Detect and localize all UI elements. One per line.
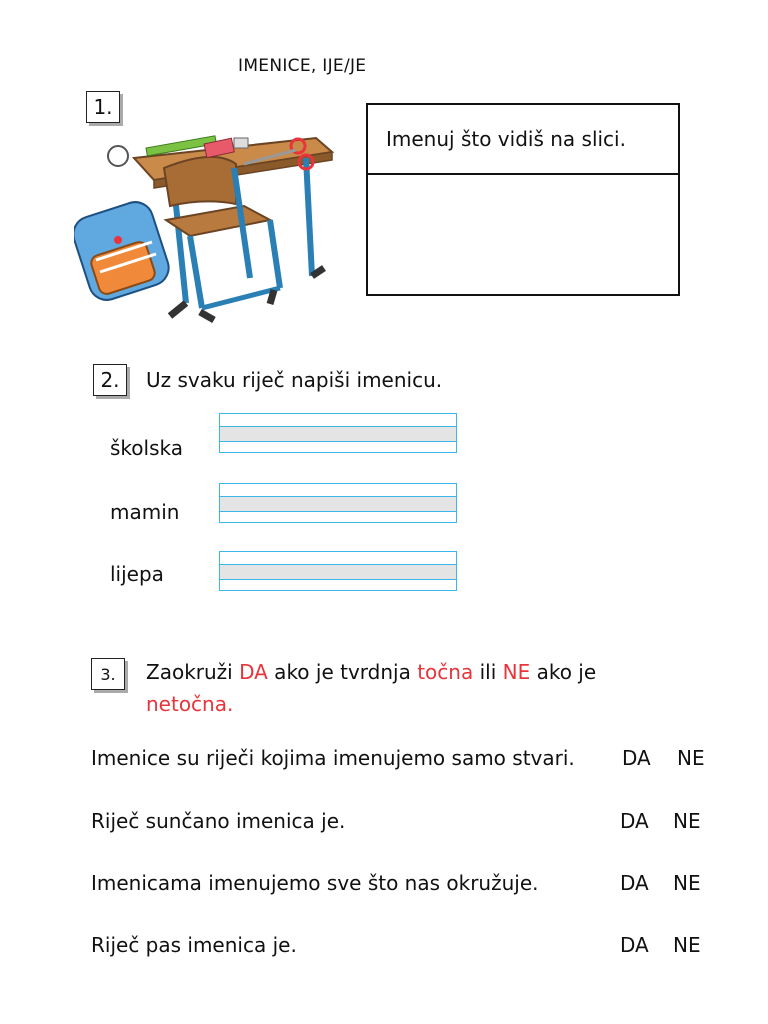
instruction-text: ili [473,660,503,684]
writing-line[interactable] [219,551,457,591]
da-highlight: DA [239,660,268,684]
writing-line[interactable] [219,413,457,453]
da-option[interactable]: DA [622,746,651,770]
statement-text: Riječ pas imenica je. [91,933,297,957]
ne-option[interactable]: NE [673,933,701,957]
tocna-highlight: točna [417,660,474,684]
task2-instruction: Uz svaku riječ napiši imenicu. [146,368,443,392]
instruction-text: ako je tvrdnja [267,660,418,684]
ne-option[interactable]: NE [677,746,705,770]
answer-box[interactable] [366,103,680,296]
statement-text: Riječ sunčano imenica je. [91,809,346,833]
ne-highlight: NE [502,660,531,684]
page-title: IMENICE, IJE/JE [238,56,367,76]
ne-option[interactable]: NE [673,809,701,833]
statement-text: Imenice su riječi kojima imenujemo samo stvari. [91,746,575,770]
instruction-text: ako je [530,660,597,684]
da-option[interactable]: DA [620,809,649,833]
word-label: mamin [110,500,180,524]
statement-text: Imenicama imenujemo sve što nas okružuje. [91,871,539,895]
word-label: lijepa [110,562,164,586]
da-option[interactable]: DA [620,871,649,895]
writing-line[interactable] [219,483,457,523]
task3-number: 3. [91,658,125,690]
task1-number: 1. [86,91,120,123]
task2-number: 2. [93,364,127,396]
school-desk-illustration [74,128,336,326]
ne-option[interactable]: NE [673,871,701,895]
da-option[interactable]: DA [620,933,649,957]
answer-box-instruction: Imenuj što vidiš na slici. [368,105,678,175]
task3-instruction-line1 [146,660,596,684]
netocna-highlight: netočna. [146,692,234,716]
word-label: školska [110,436,183,460]
instruction-text: Zaokruži [146,660,240,684]
